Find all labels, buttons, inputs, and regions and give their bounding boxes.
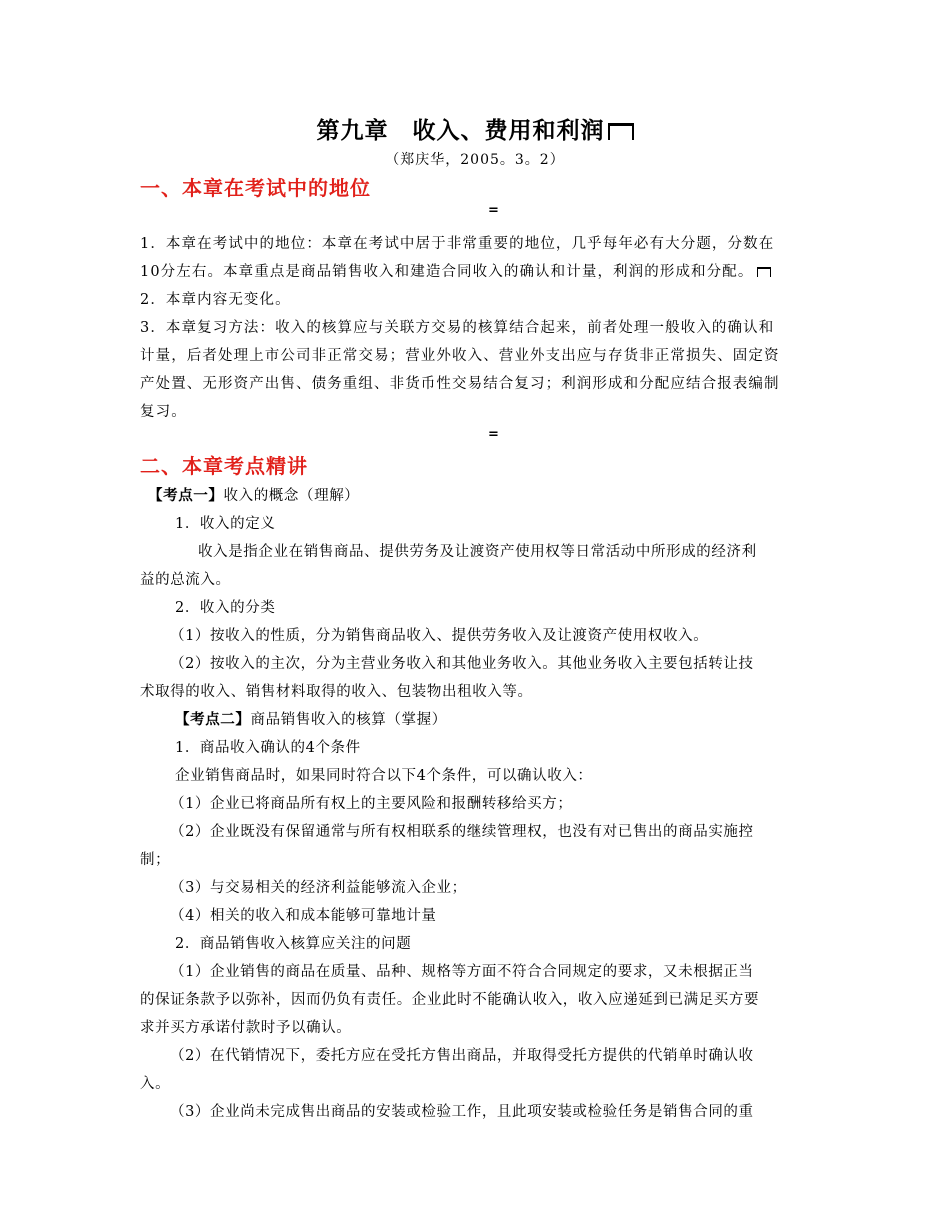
paragraph-line: 3．本章复习方法：收入的核算应与关联方交易的核算结合起来，前者处理一般收入的确认和 — [140, 320, 775, 336]
bracket-mark-icon — [757, 267, 771, 277]
paragraph-line: （4）相关的收入和成本能够可靠地计量 — [170, 908, 437, 924]
paragraph-line: 1．商品收入确认的4个条件 — [175, 740, 361, 756]
paragraph-line: （2）在代销情况下，委托方应在受托方售出商品，并取得受托方提供的代销单时确认收 — [170, 1048, 754, 1064]
paragraph-line: （2）企业既没有保留通常与所有权相联系的继续管理权，也没有对已售出的商品实施控 — [170, 824, 754, 840]
section-heading-2: 二、本章考点精讲 — [140, 454, 308, 478]
paragraph-line: （3）企业尚未完成售出商品的安装或检验工作，且此项安装或检验任务是销售合同的重 — [170, 1104, 754, 1120]
kaodian-heading-1: 【考点一】收入的概念（理解） — [148, 487, 360, 504]
paragraph-line: 术取得的收入、销售材料取得的收入、包装物出租收入等。 — [140, 684, 533, 700]
section-marker: = — [488, 427, 499, 442]
paragraph-line: 收入是指企业在销售商品、提供劳务及让渡资产使用权等日常活动中所形成的经济利 — [198, 544, 757, 560]
paragraph-line: 计量，后者处理上市公司非正常交易；营业外收入、营业外支出应与存货非正常损失、固定资 — [140, 348, 780, 364]
paragraph-line: 制； — [140, 852, 171, 868]
paragraph-line: 的保证条款予以弥补，因而仍负有责任。企业此时不能确认收入，收入应递延到已满足买方要 — [140, 992, 760, 1008]
section-heading-1: 一、本章在考试中的地位 — [140, 176, 371, 200]
paragraph-line: 2．商品销售收入核算应关注的问题 — [175, 936, 412, 952]
paragraph-line: （1）企业已将商品所有权上的主要风险和报酬转移给买方； — [170, 796, 573, 812]
page-title: 第九章 收入、费用和利润 — [0, 112, 950, 145]
paragraph-line: 企业销售商品时，如果同时符合以下4个条件，可以确认收入： — [175, 768, 593, 784]
paragraph-line: 1．收入的定义 — [175, 516, 276, 532]
paragraph-line: 2．收入的分类 — [175, 600, 276, 616]
page-subtitle: （郑庆华，2005。3。2） — [385, 152, 565, 168]
kaodian-heading-2: 【考点二】商品销售收入的核算（掌握） — [175, 711, 447, 728]
section-marker: = — [488, 203, 499, 218]
paragraph-line: （2）按收入的主次，分为主营业务收入和其他业务收入。其他业务收入主要包括转让技 — [170, 656, 754, 672]
bracket-mark-icon — [608, 123, 634, 140]
paragraph-line: （1）按收入的性质，分为销售商品收入、提供劳务收入及让渡资产使用权收入。 — [170, 628, 709, 644]
paragraph-line: 益的总流入。 — [140, 572, 231, 588]
paragraph-line: （3）与交易相关的经济利益能够流入企业； — [170, 880, 467, 896]
paragraph-line: 复习。 — [140, 404, 187, 420]
paragraph-line: （1）企业销售的商品在质量、品种、规格等方面不符合合同规定的要求，又未根据正当 — [170, 964, 754, 980]
paragraph-line: 2．本章内容无变化。 — [140, 292, 291, 308]
paragraph-line: 10分左右。本章重点是商品销售收入和建造合同收入的确认和计量，利润的形成和分配。 — [140, 260, 771, 281]
paragraph-line: 入。 — [140, 1076, 171, 1092]
paragraph-line: 求并买方承诺付款时予以确认。 — [140, 1020, 352, 1036]
paragraph-line: 1．本章在考试中的地位：本章在考试中居于非常重要的地位，几乎每年必有大分题，分数在 — [140, 236, 775, 252]
paragraph-line: 产处置、无形资产出售、债务重组、非货币性交易结合复习；利润形成和分配应结合报表编制 — [140, 376, 780, 392]
